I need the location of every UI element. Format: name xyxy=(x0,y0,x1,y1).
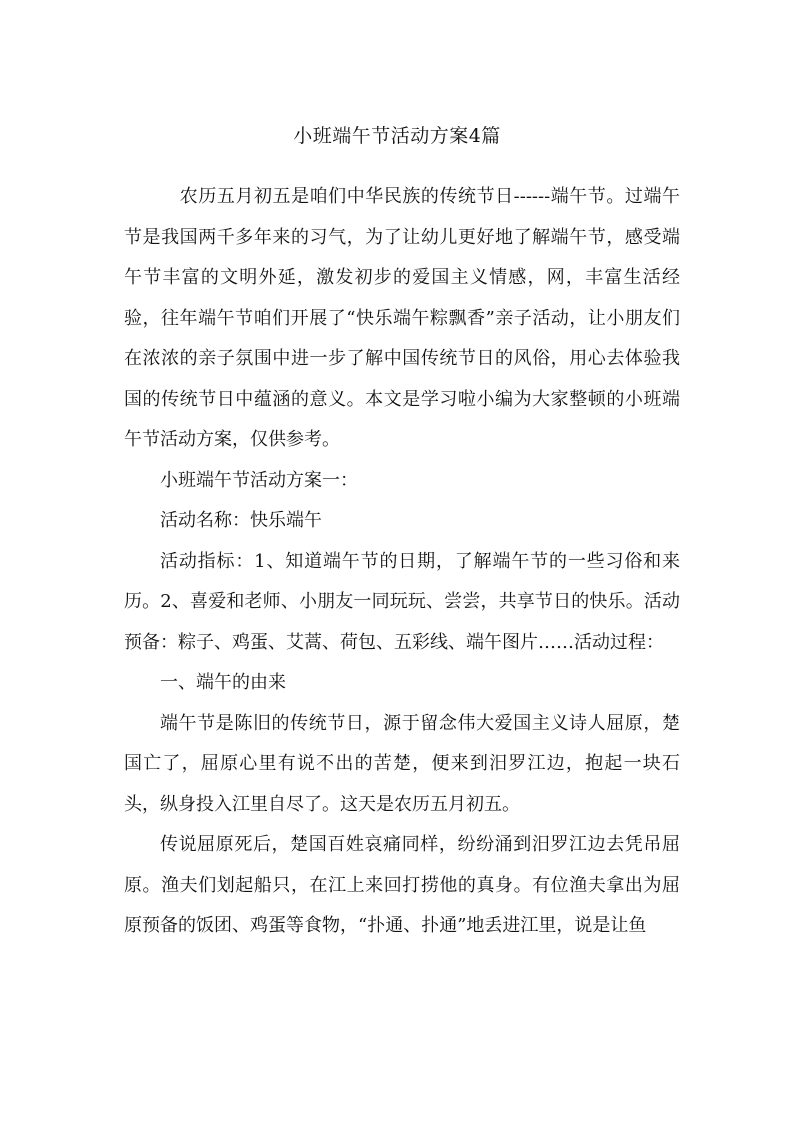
section-heading-plan-one: 小班端午节活动方案一： xyxy=(160,469,358,491)
legend-paragraph: 传说屈原死后，楚国百姓哀痛同样，纷纷涌到汨罗江边去凭吊屈原。渔夫们划起船只，在江上来回打捞他的真身。有位渔夫拿出为屈原预备的饭团、鸡蛋等食物，“扑通、扑通”地丢进江里，说是让鱼 xyxy=(124,834,680,936)
section-heading-origin: 一、端午的由来 xyxy=(160,672,286,693)
document-title: 小班端午节活动方案4篇 xyxy=(293,125,501,147)
document-body xyxy=(124,177,680,947)
origin-paragraph: 端午节是陈旧的传统节日，源于留念伟大爱国主义诗人屈原，楚国亡了，屈原心里有说不出的苦楚，便来到汨罗江边，抱起一块石头，纵身投入江里自尽了。这天是农历五月初五。 xyxy=(124,712,680,815)
activity-goals-paragraph: 活动指标：1、知道端午节的日期，了解端午节的一些习俗和来历。2、喜爱和老师、小朋友一同玩玩、尝尝，共享节日的快乐。活动预备：粽子、鸡蛋、艾蒿、荷包、五彩线、端午图片……活动过程： xyxy=(124,550,680,653)
intro-paragraph: 农历五月初五是咱们中华民族的传统节日------端午节。过端午节是我国两千多年来的习气，为了让幼儿更好地了解端午节，感受端午节丰富的文明外延，激发初步的爱国主义情感，网，丰富生活经验，往年端午节咱们开展了“快乐端午粽飘香”亲子活动，让小朋友们在浓浓的亲子氛围中进一步了解中国传统节日的风俗，用心去体验我国的传统节日中蕴涵的意义。本文是学习啦小编为大家整顿的小班端午节活动方案，仅供参考。 xyxy=(124,186,680,450)
activity-name-paragraph: 活动名称：快乐端午 xyxy=(160,510,322,531)
